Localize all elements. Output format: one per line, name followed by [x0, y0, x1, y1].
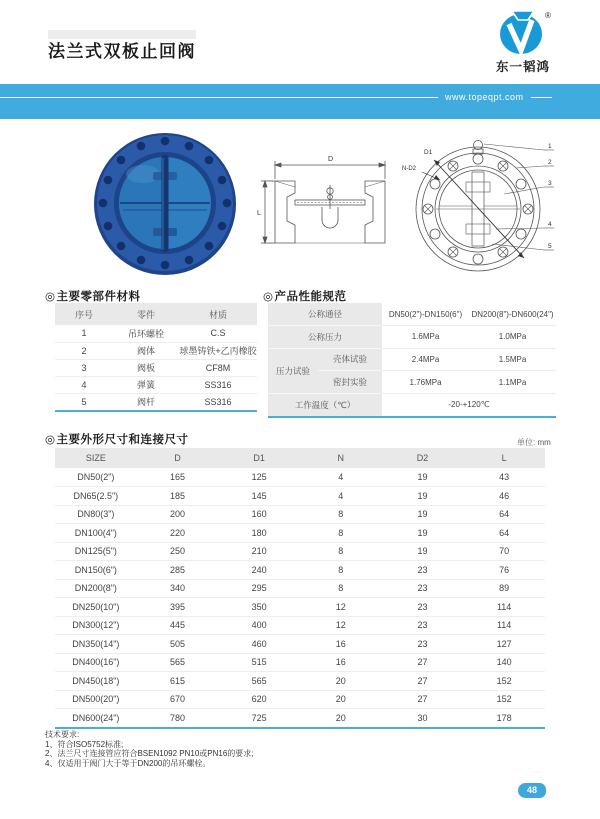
- table-cell: 8: [300, 524, 382, 543]
- table-cell: 127: [463, 635, 545, 654]
- table-cell: 250: [137, 542, 219, 561]
- table-row: [55, 359, 257, 376]
- table-cell: 16: [300, 653, 382, 672]
- table-cell: 285: [137, 561, 219, 580]
- table-cell: CF8M: [179, 359, 257, 376]
- table-cell: 400: [218, 616, 300, 635]
- table-cell: 220: [137, 524, 219, 543]
- table-cell: DN350(14"): [55, 635, 137, 654]
- perf-label: 工作温度（℃）: [268, 393, 382, 416]
- table-cell: 125: [218, 468, 300, 487]
- front-view-drawing: [400, 132, 558, 282]
- table-row: [55, 487, 545, 506]
- table-cell: C.S: [179, 325, 257, 342]
- table-cell: 64: [463, 524, 545, 543]
- dimensions-table: [55, 448, 545, 729]
- table-cell: 8: [300, 542, 382, 561]
- table-row: [268, 348, 556, 371]
- note-line: 2、法兰尺寸连接管应符合BSEN1092 PN10或PN16的要求;: [45, 749, 254, 758]
- table-cell: 27: [382, 653, 464, 672]
- perf-value: 1.76MPa: [382, 371, 469, 394]
- table-row: [55, 672, 545, 691]
- table-row: [55, 616, 545, 635]
- perf-value: 2.4MPa: [382, 348, 469, 371]
- table-cell: 19: [382, 524, 464, 543]
- table-cell: SS316: [204, 396, 232, 407]
- notes-title: 技术要求:: [45, 730, 80, 739]
- table-cell: DN50(2"): [55, 468, 137, 487]
- technical-notes: [45, 730, 254, 768]
- perf-label: 壳体试验: [318, 348, 382, 371]
- column-header: D: [137, 448, 219, 468]
- valve-photo: [85, 130, 245, 280]
- dimensions-section-title: ◎主要外形尺寸和连接尺寸: [45, 434, 189, 446]
- table-cell: 160: [218, 505, 300, 524]
- table-cell: 27: [382, 690, 464, 709]
- section-bullet-icon: ◎: [45, 291, 56, 303]
- table-cell: 620: [218, 690, 300, 709]
- table-cell: 46: [463, 487, 545, 506]
- dim-label-d: D: [328, 156, 334, 163]
- table-cell: 76: [463, 561, 545, 580]
- table-cell: 1: [55, 325, 113, 342]
- table-cell: 180: [218, 524, 300, 543]
- table-cell: 弹簧: [113, 376, 179, 393]
- table-cell: DN65(2.5"): [55, 487, 137, 506]
- registered-mark-icon: ®: [545, 11, 551, 20]
- table-cell: 19: [382, 542, 464, 561]
- table-cell: 340: [137, 579, 219, 598]
- table-cell: 3: [55, 359, 113, 376]
- table-cell: 670: [137, 690, 219, 709]
- table-cell: 20: [335, 713, 346, 723]
- dim-label-d1: D1: [424, 149, 433, 156]
- table-row: [55, 653, 545, 672]
- perf-label: 压力试验: [268, 348, 318, 393]
- table-cell: DN450(18"): [55, 672, 137, 691]
- table-cell: 64: [463, 505, 545, 524]
- table-cell: DN400(16"): [55, 653, 137, 672]
- column-header: N: [300, 448, 382, 468]
- table-cell: DN300(12"): [55, 616, 137, 635]
- performance-section-title: ◎产品性能规范: [263, 291, 347, 303]
- table-cell: 20: [300, 690, 382, 709]
- performance-table: [268, 303, 556, 418]
- table-cell: 43: [463, 468, 545, 487]
- materials-table: [55, 303, 257, 412]
- table-cell: 152: [463, 690, 545, 709]
- section-drawing: [255, 143, 405, 275]
- table-cell: 200: [137, 505, 219, 524]
- table-cell: 30: [417, 713, 428, 723]
- table-cell: 吊环螺栓: [113, 325, 179, 342]
- table-cell: DN80(3"): [55, 505, 137, 524]
- table-cell: DN150(6"): [55, 561, 137, 580]
- table-cell: DN600(24"): [72, 713, 120, 723]
- perf-label: 密封实验: [318, 371, 382, 394]
- website-text: www.topeqpt.com: [438, 92, 531, 103]
- table-cell: 球墨铸铁+乙丙橡胶: [179, 342, 257, 359]
- table-cell: 395: [137, 598, 219, 617]
- perf-value: 1.5MPa: [469, 348, 556, 371]
- table-row: [55, 524, 545, 543]
- table-row: [55, 376, 257, 393]
- table-cell: 460: [218, 635, 300, 654]
- column-header: 材质: [179, 303, 257, 325]
- table-row: [55, 468, 545, 487]
- table-cell: 565: [137, 653, 219, 672]
- perf-value: 1.1MPa: [469, 371, 556, 394]
- table-header-row: [55, 448, 545, 468]
- table-row: [55, 342, 257, 359]
- table-cell: 725: [251, 713, 267, 723]
- page-number-badge: 48: [518, 783, 546, 798]
- table-cell: 23: [382, 598, 464, 617]
- table-header-row: [55, 303, 257, 325]
- table-cell: 114: [463, 616, 545, 635]
- column-header: D1: [218, 448, 300, 468]
- table-cell: 240: [218, 561, 300, 580]
- table-row: [268, 326, 556, 349]
- table-cell: 8: [300, 505, 382, 524]
- table-cell: 5: [81, 396, 87, 407]
- column-header: SIZE: [55, 448, 137, 468]
- table-row: [268, 303, 556, 326]
- brand-name: 东一韬鸿: [495, 60, 550, 74]
- table-cell: 350: [218, 598, 300, 617]
- table-cell: 295: [218, 579, 300, 598]
- unit-label: 单位: mm: [517, 438, 551, 447]
- table-cell: 27: [382, 672, 464, 691]
- table-cell: DN500(20"): [55, 690, 137, 709]
- table-cell: 2: [55, 342, 113, 359]
- table-cell: 185: [137, 487, 219, 506]
- table-row: [55, 325, 257, 342]
- dim-label-nd2: N-D2: [402, 166, 417, 172]
- brand-logo: [487, 8, 559, 78]
- table-cell: 19: [382, 487, 464, 506]
- table-cell: 210: [218, 542, 300, 561]
- table-cell: 阀板: [113, 359, 179, 376]
- callout-number: 5: [548, 243, 552, 250]
- table-cell: 4: [300, 468, 382, 487]
- table-cell: 4: [300, 487, 382, 506]
- table-cell: 70: [463, 542, 545, 561]
- table-row: [55, 598, 545, 617]
- perf-value: 1.0MPa: [469, 326, 556, 349]
- callout-number: 4: [548, 221, 552, 228]
- perf-value: 1.6MPa: [382, 326, 469, 349]
- table-cell: 114: [463, 598, 545, 617]
- table-cell: 19: [382, 468, 464, 487]
- column-header: 零件: [113, 303, 179, 325]
- table-cell: 178: [496, 713, 512, 723]
- table-cell: 565: [218, 672, 300, 691]
- table-cell: 89: [463, 579, 545, 598]
- callout-number: 2: [548, 159, 552, 166]
- table-cell: 515: [218, 653, 300, 672]
- perf-value: -20-+120℃: [448, 400, 490, 410]
- table-row: [55, 393, 257, 410]
- table-row: [268, 393, 556, 416]
- perf-value: DN200(8")-DN600(24"): [469, 303, 556, 326]
- page-title: 法兰式双板止回阀: [48, 42, 196, 61]
- perf-value: DN50(2")-DN150(6"): [382, 303, 469, 326]
- table-row: [55, 690, 545, 709]
- table-row: [55, 505, 545, 524]
- table-cell: DN200(8"): [55, 579, 137, 598]
- table-cell: SS316: [179, 376, 257, 393]
- table-cell: 23: [382, 561, 464, 580]
- table-row: [55, 542, 545, 561]
- table-cell: 23: [382, 579, 464, 598]
- table-row: [55, 635, 545, 654]
- perf-label: 公称通径: [268, 303, 382, 326]
- table-cell: 445: [137, 616, 219, 635]
- header-band: [0, 84, 600, 119]
- table-cell: 阀体: [113, 342, 179, 359]
- section-bullet-icon: ◎: [263, 291, 274, 303]
- table-cell: 165: [137, 468, 219, 487]
- table-cell: DN125(5"): [55, 542, 137, 561]
- note-line: 1、符合ISO5752标准;: [45, 739, 124, 749]
- callout-number: 3: [548, 180, 552, 187]
- brand-logo-icon: [487, 8, 559, 56]
- table-cell: 4: [55, 376, 113, 393]
- table-cell: 23: [382, 616, 464, 635]
- table-cell: 12: [300, 616, 382, 635]
- table-cell: DN100(4"): [55, 524, 137, 543]
- note-line: 4、仅适用于阀门大于等于DN200的吊环螺栓。: [45, 758, 211, 768]
- table-cell: 阀杆: [136, 397, 155, 408]
- table-cell: 140: [463, 653, 545, 672]
- callout-number: 1: [548, 143, 552, 150]
- table-cell: DN250(10"): [55, 598, 137, 617]
- table-cell: 20: [300, 672, 382, 691]
- table-row: [55, 579, 545, 598]
- dim-label-l: L: [257, 210, 261, 217]
- column-header: D2: [382, 448, 464, 468]
- table-cell: 505: [137, 635, 219, 654]
- table-cell: 8: [300, 579, 382, 598]
- perf-label: 公称压力: [268, 326, 382, 349]
- table-cell: 16: [300, 635, 382, 654]
- table-cell: 615: [137, 672, 219, 691]
- table-row: [55, 709, 545, 728]
- table-cell: 12: [300, 598, 382, 617]
- table-cell: 780: [169, 713, 185, 723]
- table-cell: 145: [218, 487, 300, 506]
- materials-section-title: ◎主要零部件材料: [45, 291, 141, 303]
- table-cell: 19: [382, 505, 464, 524]
- table-cell: 152: [463, 672, 545, 691]
- section-bullet-icon: ◎: [45, 434, 56, 446]
- table-row: [55, 561, 545, 580]
- column-header: L: [463, 448, 545, 468]
- table-cell: 23: [382, 635, 464, 654]
- column-header: 序号: [55, 303, 113, 325]
- table-cell: 8: [300, 561, 382, 580]
